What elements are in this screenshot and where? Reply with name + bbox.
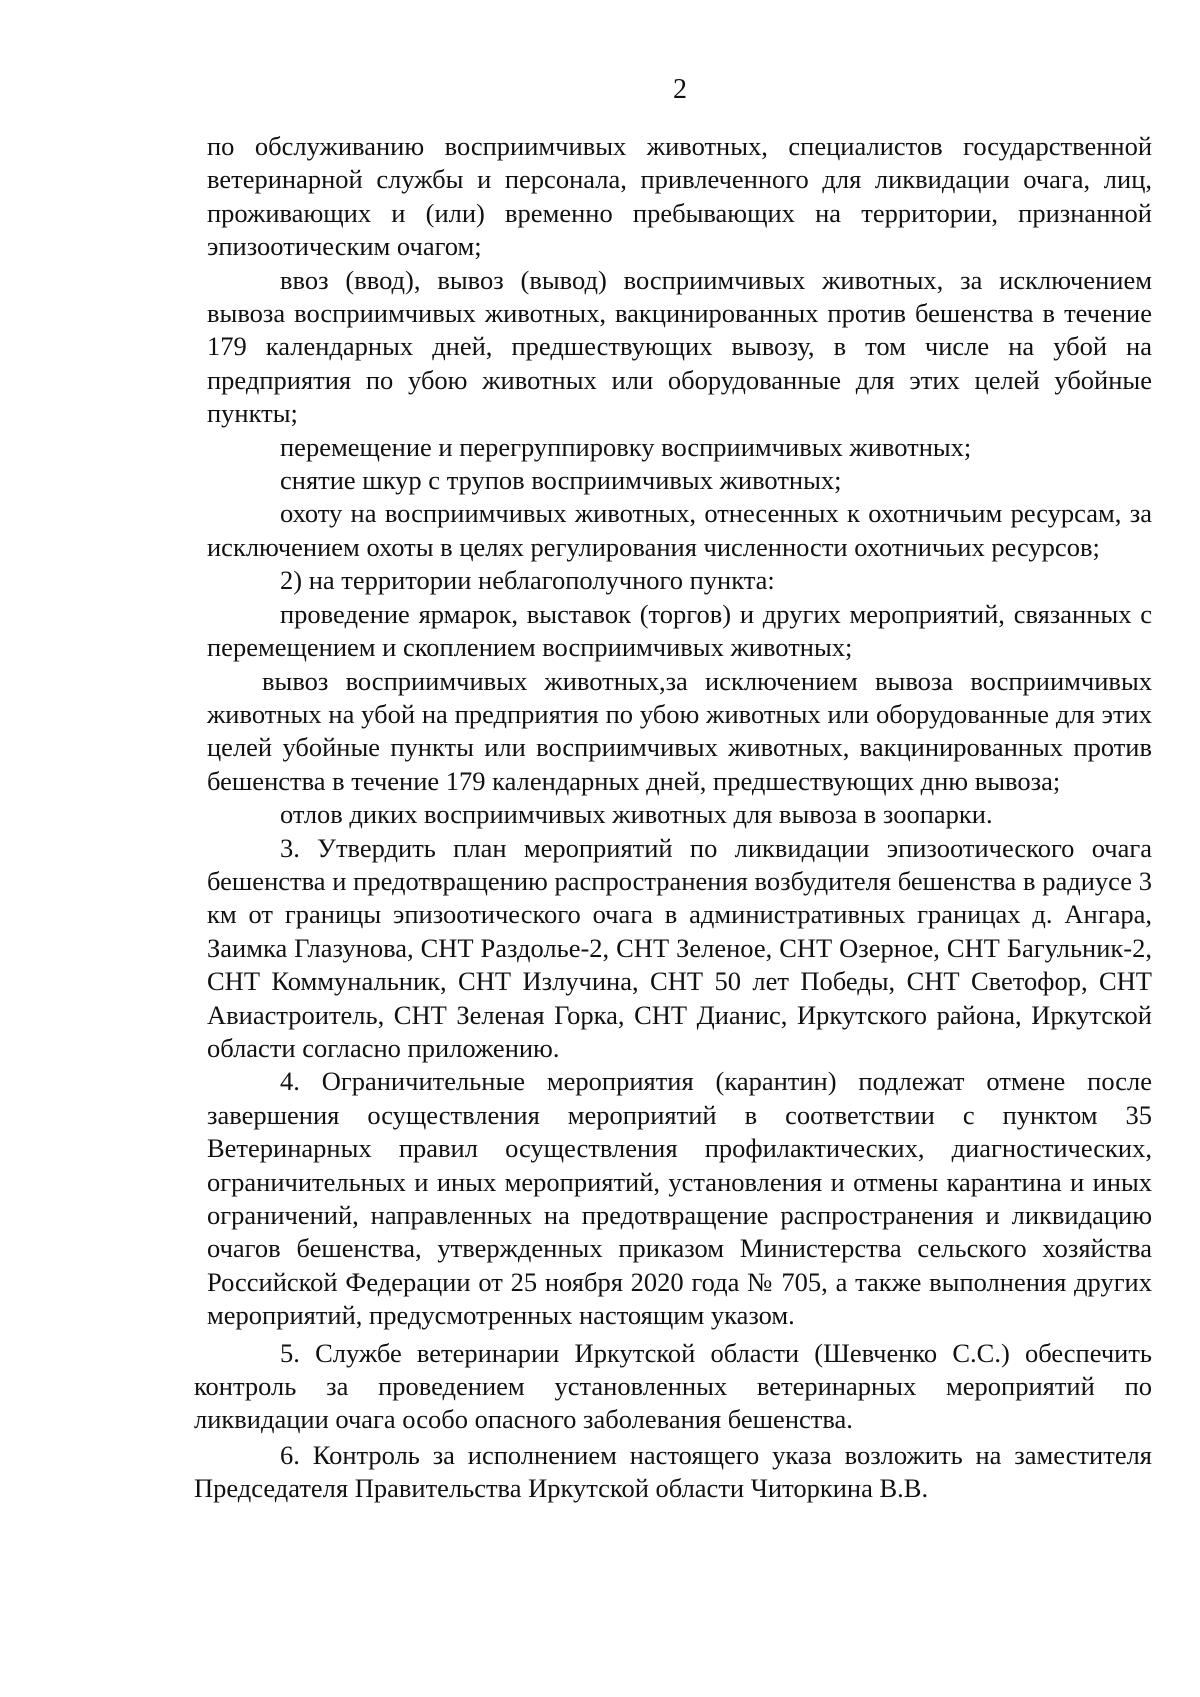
document-body [194, 130, 1152, 1506]
paragraph-item-3-plan: 3. Утвердить план мероприятий по ликвидации эпизоотического очага бешенства и предотвращению распространения возбудителя бешенства в радиусе 3 км от границы эпизоотического очага в административных границах д. Ангара, Заимка Глазунова, СНТ Раздолье-2, СНТ Зеленое, СНТ Озерное, СНТ Багульник-2, СНТ Коммунальник, СНТ Излучина, СНТ 50 лет Победы, СНТ Светофор, СНТ Авиастроитель, СНТ Зеленая Горка, СНТ Дианис, Иркутского района, Иркутской области согласно приложению. [207, 832, 1152, 1063]
paragraph-removal: вывоз восприимчивых животных,за исключением вывоза восприимчивых животных на убой на предприятия по убою животных или оборудованные для этих целей убойные пункты или восприимчивых животных, вакцинированных против бешенства в течение 179 календарных дней, предшествующих дню вывоза; [207, 665, 1152, 796]
paragraph-item-6-oversight: 6. Контроль за исполнением настоящего указа возложить на заместителя Председателя Правительства Иркутской области Читоркина В.В. [194, 1439, 1152, 1504]
paragraph-import-export: ввоз (ввод), вывоз (вывод) восприимчивых животных, за исключением вывоза восприимчивых животных, вакцинированных против бешенства в течение 179 календарных дней, предшествующих вывозу, в том числе на убой на предприятия по убою животных или оборудованные для этих целей убойные пункты; [207, 264, 1152, 429]
paragraph-fairs: проведение ярмарок, выставок (торгов) и других мероприятий, связанных с перемещением и скоплением восприимчивых животных; [207, 598, 1152, 663]
paragraph-hunting: охоту на восприимчивых животных, отнесенных к охотничьим ресурсам, за исключением охоты в целях регулирования численности охотничьих ресурсов; [207, 498, 1152, 562]
page-number: 2 [673, 74, 687, 105]
paragraph-continuation: по обслуживанию восприимчивых животных, специалистов государственной ветеринарной службы и персонала, привлеченного для ликвидации очага, лиц, проживающих и (или) временно пребывающих на территории, признанной эпизоотическим очагом; [207, 131, 1152, 262]
paragraph-item-4-cancellation: 4. Ограничительные мероприятия (карантин) подлежат отмене после завершения осуществления мероприятий в соответствии с пунктом 35 Ветеринарных правил осуществления профилактических, диагностических, ограничительных и иных мероприятий, установления и отмены карантина и иных ограничений, направленных на предотвращение распространения и ликвидацию очагов бешенства, утвержденных приказом Министерства сельского хозяйства Российской Федерации от 25 ноября 2020 года № 705, а также выполнения других мероприятий, предусмотренных настоящим указом. [207, 1066, 1152, 1331]
paragraph-capture: отлов диких восприимчивых животных для вывоза в зоопарки. [280, 799, 993, 830]
paragraph-item-2-heading: 2) на территории неблагополучного пункта: [280, 565, 775, 596]
paragraph-regrouping: перемещение и перегруппировку восприимчивых животных; [280, 431, 972, 462]
paragraph-item-5-control: 5. Службе ветеринарии Иркутской области (Шевченко С.С.) обеспечить контроль за проведением установленных ветеринарных мероприятий по ликвидации очага особо опасного заболевания бешенства. [194, 1337, 1152, 1435]
paragraph-skinning: снятие шкур с трупов восприимчивых животных; [280, 465, 842, 496]
